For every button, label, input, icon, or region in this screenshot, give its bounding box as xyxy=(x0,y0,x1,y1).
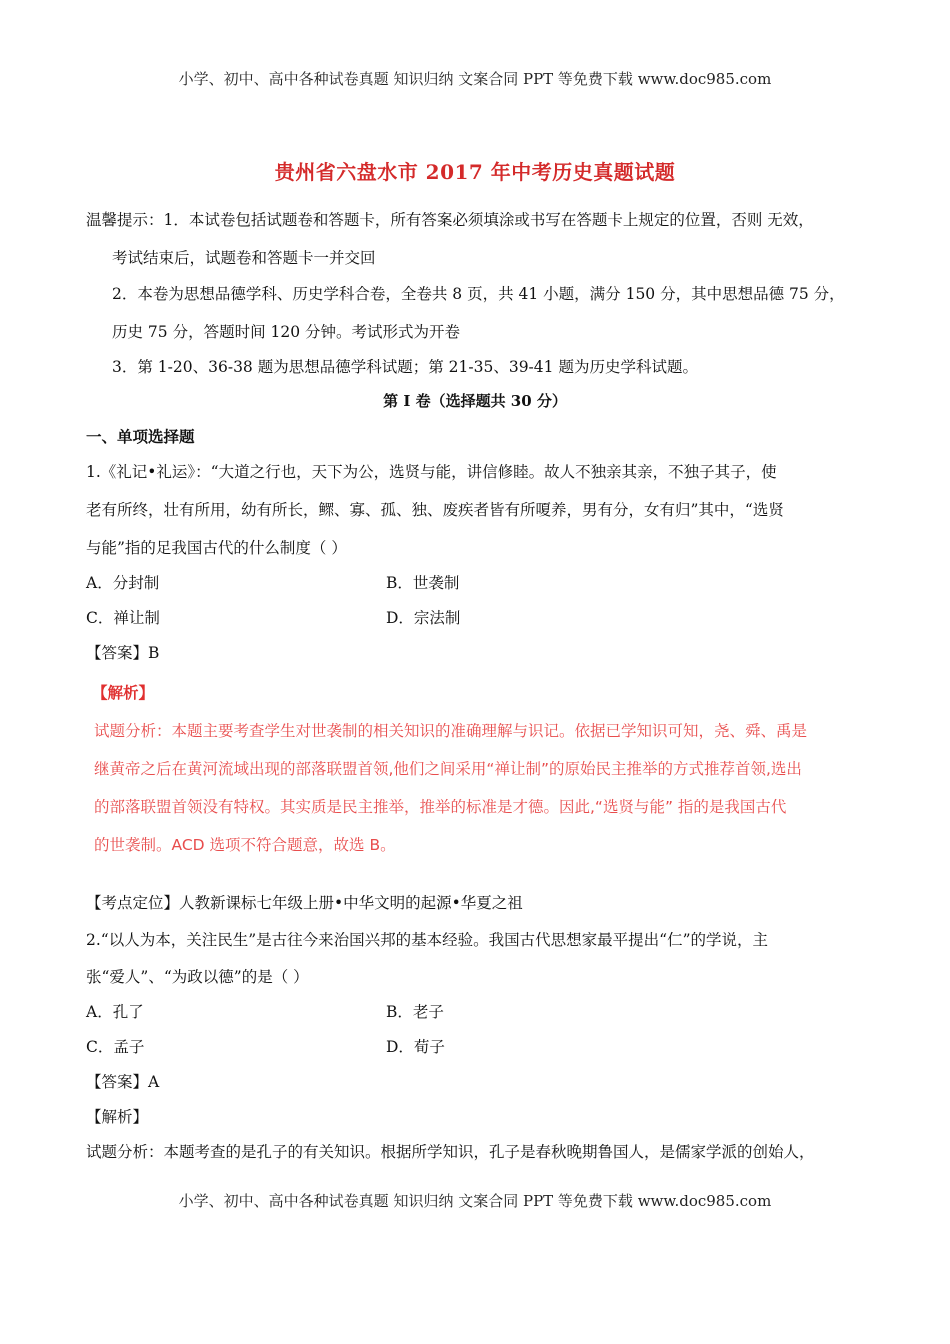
notice-line-4: 历史 75 分，答题时间 120 分钟。考试形式为开卷 xyxy=(112,323,461,341)
q1-line-1: 1.《礼记•礼运》：“大道之行也，天下为公，选贤与能，讲信修睦。故人不独亲其亲，不独子其子，使 xyxy=(86,463,777,481)
q1-option-b: B．世袭制 xyxy=(386,574,460,592)
section-subtitle: 一、单项选择题 xyxy=(86,427,195,446)
q1-option-a: A．分封制 xyxy=(86,574,160,592)
q2-option-a: A．孔了 xyxy=(86,1003,144,1021)
page-title: 贵州省六盘水市 2017 年中考历史真题试题 xyxy=(274,160,676,184)
q2-analysis-head: 【解析】 xyxy=(86,1108,149,1126)
section-title: 第 I 卷（选择题共 30 分） xyxy=(383,392,567,410)
q1-analysis-head: 【解析】 xyxy=(92,683,155,702)
q2-analysis-line-1: 试题分析：本题考查的是孔子的有关知识。根据所学知识，孔子是春秋晚期鲁国人，是儒家学派的创始人， xyxy=(86,1143,815,1161)
q1-option-c: C．禅让制 xyxy=(86,609,160,627)
q2-option-c: C．孟子 xyxy=(86,1038,145,1056)
q1-answer: 【答案】B xyxy=(86,644,160,662)
notice-line-3: 2．本卷为思想品德学科、历史学科合卷，全卷共 8 页，共 41 小题，满分 150 分，其中思想品德 75 分， xyxy=(112,285,845,303)
q2-line-2: 张“爱人”、“为政以德”的是（ ） xyxy=(86,968,309,986)
q2-line-1: 2.“以人为本，关注民生”是古往今来治国兴邦的基本经验。我国古代思想家最平提出“仁”的学说，主 xyxy=(86,931,768,949)
q1-analysis-line-3: 的部落联盟首领没有特权。其实质是民主推举，推举的标准是才德。因此,“选贤与能” 指的是我国古代 xyxy=(94,798,787,816)
notice-line-2: 考试结束后，试题卷和答题卡一并交回 xyxy=(112,249,376,267)
q1-analysis-line-4: 的世袭制。ACD 选项不符合题意，故选 B。 xyxy=(94,836,396,854)
notice-line-1: 温馨提示：1．本试卷包括试题卷和答题卡，所有答案必须填涂或书写在答题卡上规定的位置，否则 无效， xyxy=(86,211,814,229)
q1-option-d: D．宗法制 xyxy=(386,609,461,627)
q2-option-d: D．荀子 xyxy=(386,1038,445,1056)
page-footer: 小学、初中、高中各种试卷真题 知识归纳 文案合同 PPT 等免费下载 www.doc985.com xyxy=(178,1192,772,1210)
q2-answer: 【答案】A xyxy=(86,1073,160,1091)
q2-option-b: B．老子 xyxy=(386,1003,444,1021)
q1-analysis-line-1: 试题分析：本题主要考查学生对世袭制的相关知识的准确理解与识记。依据已学知识可知，尧、舜、禹是 xyxy=(94,722,808,740)
q1-kaodian: 【考点定位】人教新课标七年级上册•中华文明的起源•华夏之祖 xyxy=(86,894,523,912)
page-header: 小学、初中、高中各种试卷真题 知识归纳 文案合同 PPT 等免费下载 www.doc985.com xyxy=(178,70,772,88)
q1-analysis-line-2: 继黄帝之后在黄河流域出现的部落联盟首领,他们之间采用“禅让制”的原始民主推举的方式推荐首领,选出 xyxy=(94,760,802,778)
notice-line-5: 3．第 1-20、36-38 题为思想品德学科试题；第 21-35、39-41 题为历史学科试题。 xyxy=(112,358,698,376)
q1-line-2: 老有所终，壮有所用，幼有所长，鳏、寡、孤、独、废疾者皆有所嗄养，男有分，女有归”其中，“选贤 xyxy=(86,501,784,519)
q1-line-3: 与能”指的足我国古代的什么制度（ ） xyxy=(86,539,347,557)
